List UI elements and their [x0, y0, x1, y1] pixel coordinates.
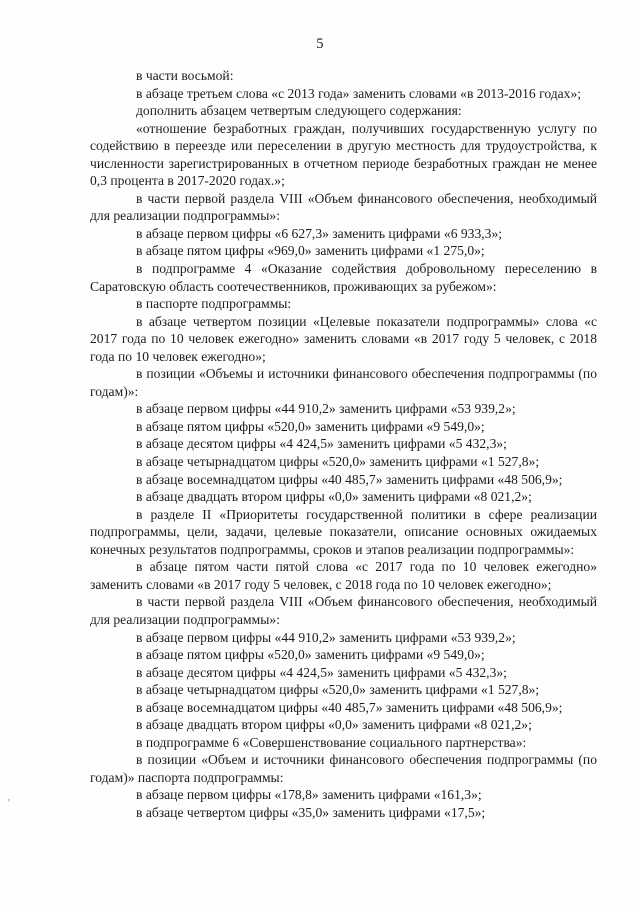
paragraph: в абзаце пятом части пятой слова «с 2017 года по 10 человек ежегодно» заменить словами «в 2017 году 5 человек, с 2018 года по 10 человек ежегодно»; [90, 559, 597, 592]
paragraph: в абзаце десятом цифры «4 424,5» заменить цифрами «5 432,3»; [136, 436, 507, 452]
paragraph: дополнить абзацем четвертым следующего содержания: [136, 103, 462, 119]
paragraph: в паспорте подпрограммы: [136, 296, 292, 312]
paragraph: в абзаце пятом цифры «969,0» заменить цифрами «1 275,0»; [136, 243, 485, 259]
paragraph: в абзаце третьем слова «с 2013 года» заменить словами «в 2013-2016 годах»; [136, 85, 582, 101]
paragraph: в части первой раздела VIII «Объем финансового обеспечения, необходимый для реализации подпрограммы»: [90, 594, 597, 627]
paragraph: в части восьмой: [136, 68, 234, 83]
paragraph: в части первой раздела VIII «Объем финансового обеспечения, необходимый для реализации подпрограммы»: [90, 190, 597, 224]
paragraph: в абзаце первом цифры «44 910,2» заменить цифрами «53 939,2»; [136, 629, 516, 645]
paragraph: в абзаце пятом цифры «520,0» заменить цифрами «9 549,0»; [136, 647, 485, 663]
paragraph: в разделе II «Приоритеты государственной политики в сфере реализации подпрограммы, цели, задачи, целевые показатели, описание основных ожидаемых конечных результатов подпрограммы, сроков и этапов реализации подпрограммы»: [90, 506, 597, 557]
paragraph: в абзаце первом цифры «6 627,3» заменить цифрами «6 933,3»; [136, 225, 503, 241]
paragraph: в абзаце десятом цифры «4 424,5» заменить цифрами «5 432,3»; [136, 664, 507, 680]
paragraph: в позиции «Объемы и источники финансового обеспечения подпрограммы (по годам)»: [90, 366, 597, 399]
paragraph: «отношение безработных граждан, получивших государственную услугу по содействию в переезде или переселении в другую местность для трудоустройства, к численности зарегистрированных в отчетном периоде безработных граждан не менее 0,3 процента в 2017-2020 годах.»; [90, 120, 597, 189]
paragraph: в подпрограмме 6 «Совершенствование социального партнерства»: [136, 734, 527, 750]
paragraph: в абзаце четырнадцатом цифры «520,0» заменить цифрами «1 527,8»; [136, 682, 540, 698]
paragraph: в абзаце восемнадцатом цифры «40 485,7» заменить цифрами «48 506,9»; [136, 471, 563, 487]
paragraph: в абзаце четырнадцатом цифры «520,0» заменить цифрами «1 527,8»; [136, 454, 540, 470]
paragraph: в абзаце четвертом позиции «Целевые показатели подпрограммы» слова «с 2017 года по 10 человек ежегодно» заменить словами «в 2017 году 5 человек, с 2018 года по 10 человек ежегодно»; [90, 313, 597, 364]
paragraph: в абзаце первом цифры «178,8» заменить цифрами «161,3»; [136, 787, 482, 803]
paragraph: в абзаце первом цифры «44 910,2» заменить цифрами «53 939,2»; [136, 401, 516, 417]
page-number: 5 [316, 36, 324, 52]
paragraph: в абзаце четвертом цифры «35,0» заменить цифрами «17,5»; [136, 804, 486, 820]
paragraph: в подпрограмме 4 «Оказание содействия добровольному переселению в Саратовскую область соотечественников, проживающих за рубежом»: [90, 261, 597, 294]
document-body [90, 67, 597, 822]
paragraph: в абзаце восемнадцатом цифры «40 485,7» заменить цифрами «48 506,9»; [136, 699, 563, 715]
paragraph: в абзаце двадцать втором цифры «0,0» заменить цифрами «8 021,2»; [136, 489, 532, 505]
paragraph: в позиции «Объем и источники финансового обеспечения подпрограммы (по годам)» паспорта подпрограммы: [90, 752, 597, 785]
paragraph: в абзаце пятом цифры «520,0» заменить цифрами «9 549,0»; [136, 418, 485, 434]
paragraph: в абзаце двадцать втором цифры «0,0» заменить цифрами «8 021,2»; [136, 717, 532, 733]
scan-mark: ' [8, 798, 10, 809]
